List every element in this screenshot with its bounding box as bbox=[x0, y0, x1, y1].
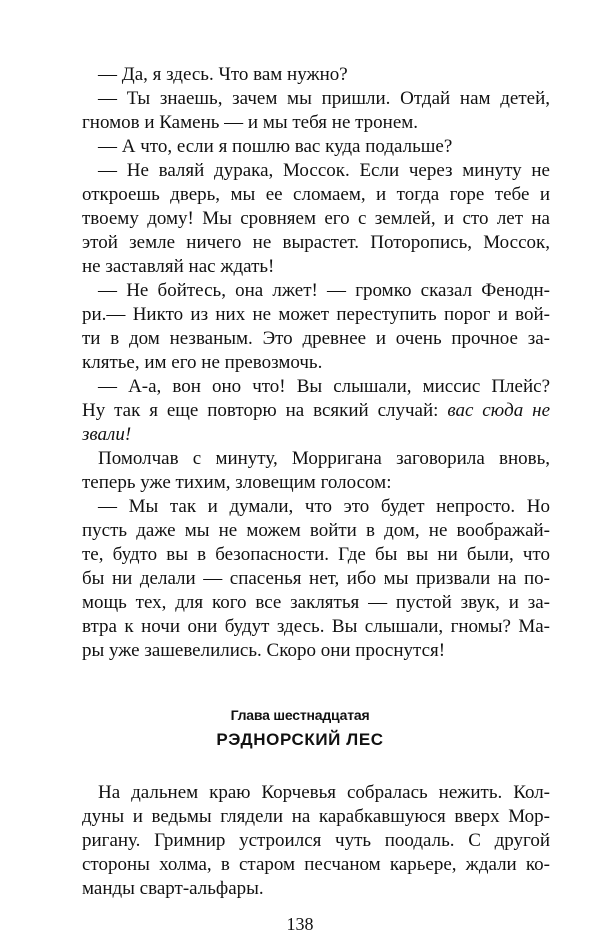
text-line: — Не валяй дурака, Моссок. Если через минуту не bbox=[98, 160, 550, 181]
text-line: втра к ночи они будут здесь. Вы слышали, гномы? Ма- bbox=[82, 616, 550, 637]
text-line: — А-а, вон оно что! Вы слышали, миссис Плейс? bbox=[98, 376, 550, 397]
text-line: твоему дому! Мы сровняем его с землей, и сто лет на bbox=[82, 208, 550, 229]
text-line bbox=[82, 400, 550, 424]
text-line: теперь уже тихим, зловещим голосом: bbox=[82, 472, 392, 493]
text-line: — А что, если я пошлю вас куда подальше? bbox=[98, 136, 453, 157]
text-line: клятье, им его не превозмочь. bbox=[82, 352, 323, 373]
text-line: ти в дом незваным. Это древнее и очень прочное за- bbox=[82, 328, 550, 349]
chapter-label: Глава шестнадцатая bbox=[230, 707, 370, 723]
text-line: не заставляй нас ждать! bbox=[82, 256, 275, 277]
text-line: ригану. Гримнир устроился чуть поодаль. С другой bbox=[82, 830, 550, 851]
text-line: — Мы так и думали, что это будет непросто. Но bbox=[98, 496, 550, 517]
text-span: Ну так я еще повторю на всякий случай: bbox=[82, 400, 448, 421]
text-line: откроешь дверь, мы ее сломаем, и тогда горе тебе и bbox=[82, 184, 550, 205]
text-line: — Ты знаешь, зачем мы пришли. Отдай нам детей, bbox=[98, 88, 550, 109]
text-line: дуны и ведьмы глядели на карабкавшуюся вверх Мор- bbox=[82, 806, 550, 827]
text-line: пусть даже мы не можем войти в дом, не воображай- bbox=[82, 520, 550, 541]
text-line: На дальнем краю Корчевья собралась нежить. Кол- bbox=[98, 782, 550, 803]
text-line: — Не бойтесь, она лжет! — громко сказал Фенодн- bbox=[98, 280, 550, 301]
text-line: Помолчав с минуту, Морригана заговорила вновь, bbox=[98, 448, 550, 469]
text-line: стороны холма, в старом песчаном карьере, ждали ко- bbox=[82, 854, 550, 875]
page-number: 138 bbox=[286, 914, 314, 934]
text-line: ры уже зашевелились. Скоро они проснутся! bbox=[82, 640, 446, 661]
text-line: манды сварт-альфары. bbox=[82, 878, 264, 899]
italic-text-span: вас сюда не bbox=[447, 400, 550, 421]
text-line: бы ни делали — спасенья нет, ибо мы призвали на по- bbox=[82, 568, 550, 589]
text-line: ри.— Никто из них не может переступить порог и вой- bbox=[82, 304, 550, 325]
chapter-title: РЭДНОРСКИЙ ЛЕС bbox=[216, 730, 384, 749]
text-line: мощь тех, для кого все заклятья — пустой звук, и за- bbox=[82, 592, 550, 613]
text-line: этой земле ничего не вырастет. Поторопись, Моссок, bbox=[82, 232, 550, 253]
text-line: гномов и Камень — и мы тебя не тронем. bbox=[82, 112, 419, 133]
text-line: — Да, я здесь. Что вам нужно? bbox=[98, 64, 348, 85]
text-line: звали! bbox=[82, 424, 132, 445]
text-line: те, будто вы в безопасности. Где бы вы ни были, что bbox=[82, 544, 550, 565]
